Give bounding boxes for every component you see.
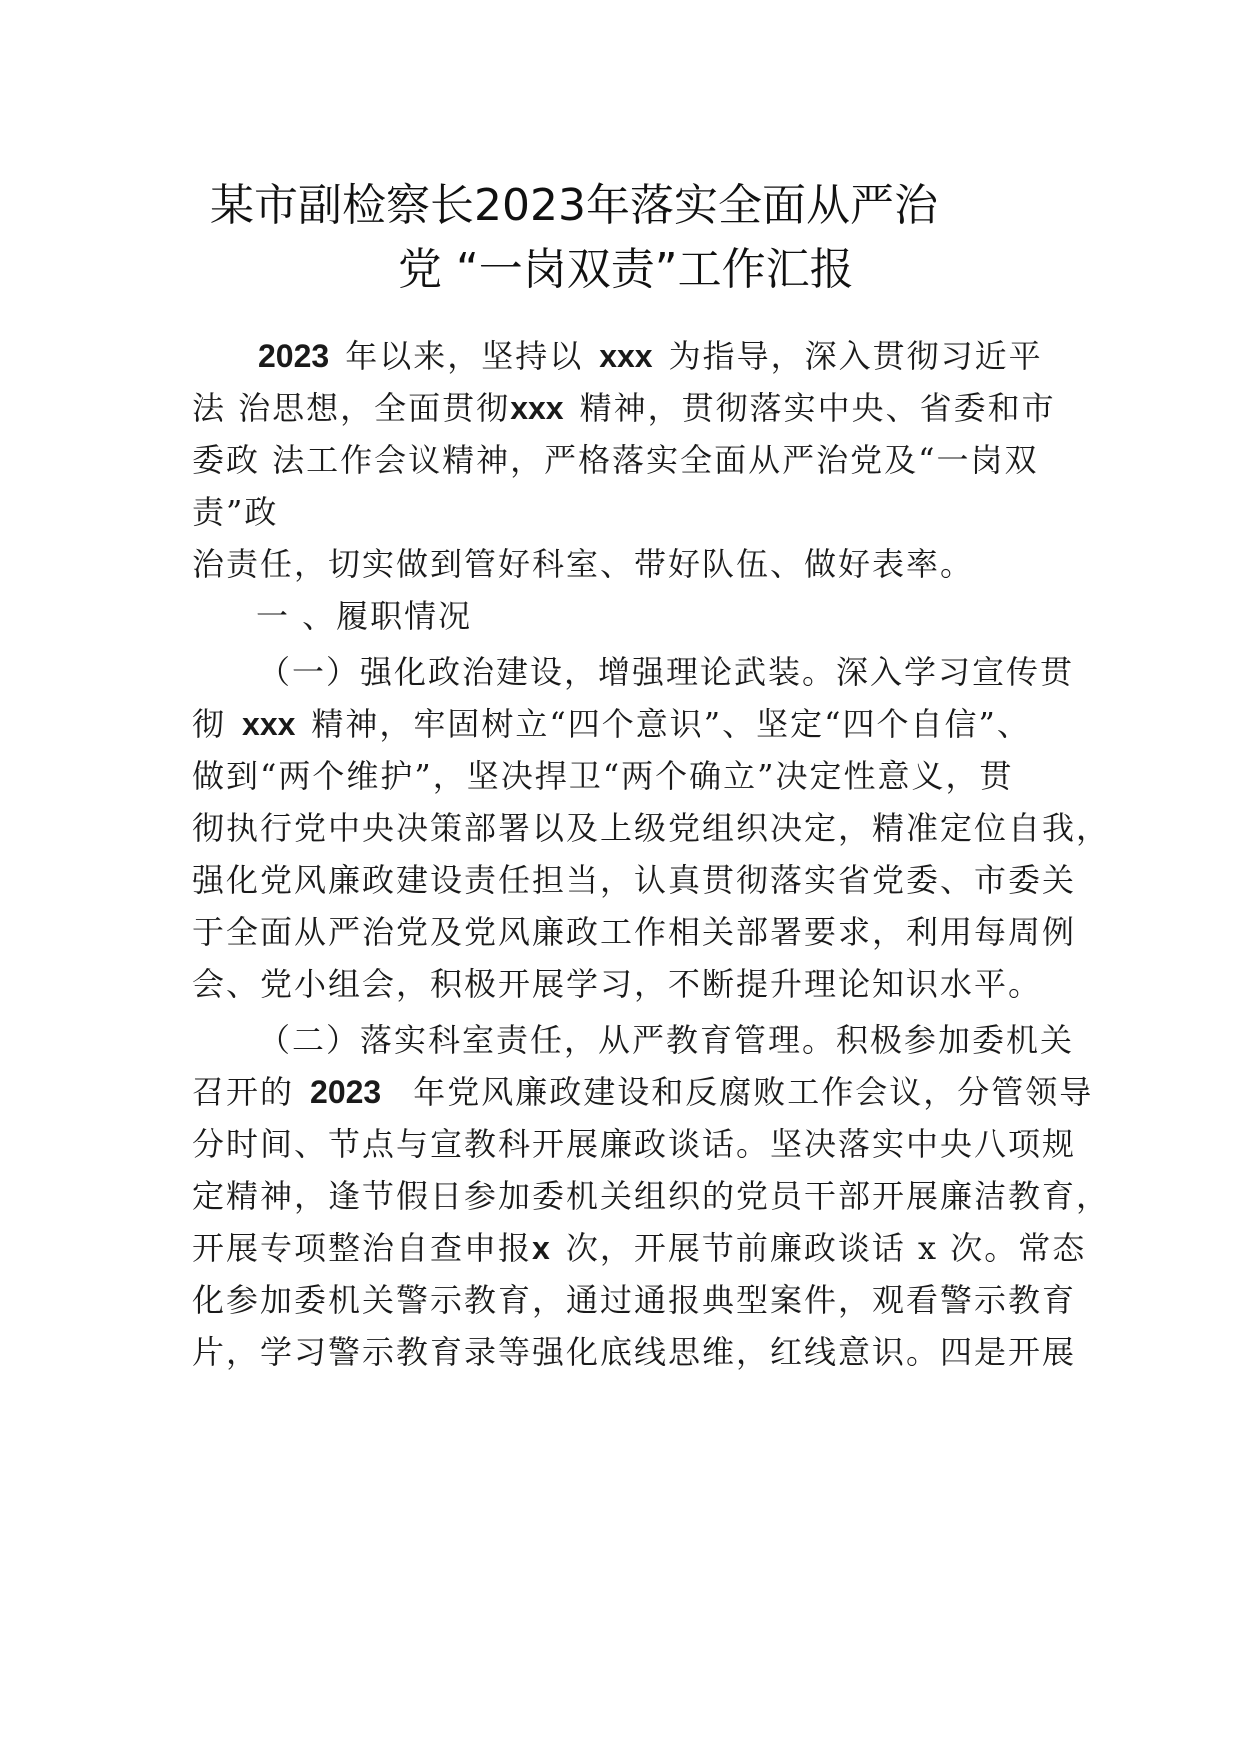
para2-line-5-text-b: 次，开展节前廉政谈话 x 次。常态 [565, 1229, 1087, 1267]
para1-line-4: 彻执行党中央决策部署以及上级党组织决定，精准定位自我， [192, 809, 1111, 847]
para1-line-5: 强化党风廉政建设责任担当，认真贯彻落实省党委、市委关 [192, 861, 1077, 899]
para2-line-6: 化参加委机关警示教育，通过通报典型案件，观看警示教育 [192, 1281, 1077, 1319]
para2-x-count: x [532, 1230, 550, 1266]
para1-xxx: xxx [242, 706, 296, 742]
para1-line-1: （一）强化政治建设，增强理论武装。深入学习宣传贯 [258, 653, 1075, 691]
para2-year: 2023 [310, 1074, 382, 1110]
intro-xxx-1: xxx [599, 338, 653, 374]
intro-line-2-text-a: 法 治思想，全面贯彻 [192, 389, 511, 427]
intro-line-4: 责”政 [192, 493, 279, 531]
intro-line-2 [192, 388, 1056, 428]
document-title-line-1: 某市副检察长2023年落实全面从严治 [210, 180, 938, 231]
intro-line-1-text-a: 年以来，坚持以 [345, 337, 584, 375]
document-title-line-2: 党 “一岗双责”工作汇报 [398, 244, 854, 295]
intro-xxx-2: xxx [510, 390, 564, 426]
para2-line-2-text-b: 年党风廉政建设和反腐败工作会议，分管领导 [413, 1073, 1094, 1111]
intro-line-3: 委政 法工作会议精神，严格落实全面从严治党及“一岗双 [192, 441, 1039, 479]
intro-year: 2023 [258, 338, 330, 374]
para2-line-4: 定精神，逢节假日参加委机关组织的党员干部开展廉洁教育， [192, 1177, 1111, 1215]
para1-line-3: 做到“两个维护”，坚决捍卫“两个确立”决定性意义，贯 [192, 757, 1014, 795]
intro-line-1 [258, 336, 1043, 376]
intro-line-1-text-b: 为指导，深入贯彻习近平 [668, 337, 1043, 375]
para1-line-2 [192, 704, 1031, 744]
intro-line-5: 治责任，切实做到管好科室、带好队伍、做好表率。 [192, 545, 975, 583]
para2-line-1: （二）落实科室责任，从严教育管理。积极参加委机关 [258, 1021, 1075, 1059]
para1-line-2-text-a: 彻 [192, 705, 227, 743]
para2-line-5 [192, 1228, 1086, 1268]
para2-line-3: 分时间、节点与宣教科开展廉政谈话。坚决落实中央八项规 [192, 1125, 1077, 1163]
para2-line-2-text-a: 召开的 [192, 1073, 295, 1111]
para1-line-2-text-b: 精神，牢固树立“四个意识”、坚定“四个自信”、 [311, 705, 1031, 743]
para2-line-2 [192, 1072, 1093, 1112]
para2-line-5-text-a: 开展专项整治自查申报 [192, 1229, 533, 1267]
intro-line-2-text-b: 精神，贯彻落实中央、省委和市 [579, 389, 1056, 427]
section-heading-1: 一 、履职情况 [256, 597, 473, 635]
para2-line-7: 片，学习警示教育录等强化底线思维，红线意识。四是开展 [192, 1333, 1077, 1371]
para1-line-6: 于全面从严治党及党风廉政工作相关部署要求，利用每周例 [192, 913, 1077, 951]
para1-line-7: 会、党小组会，积极开展学习，不断提升理论知识水平。 [192, 965, 1043, 1003]
